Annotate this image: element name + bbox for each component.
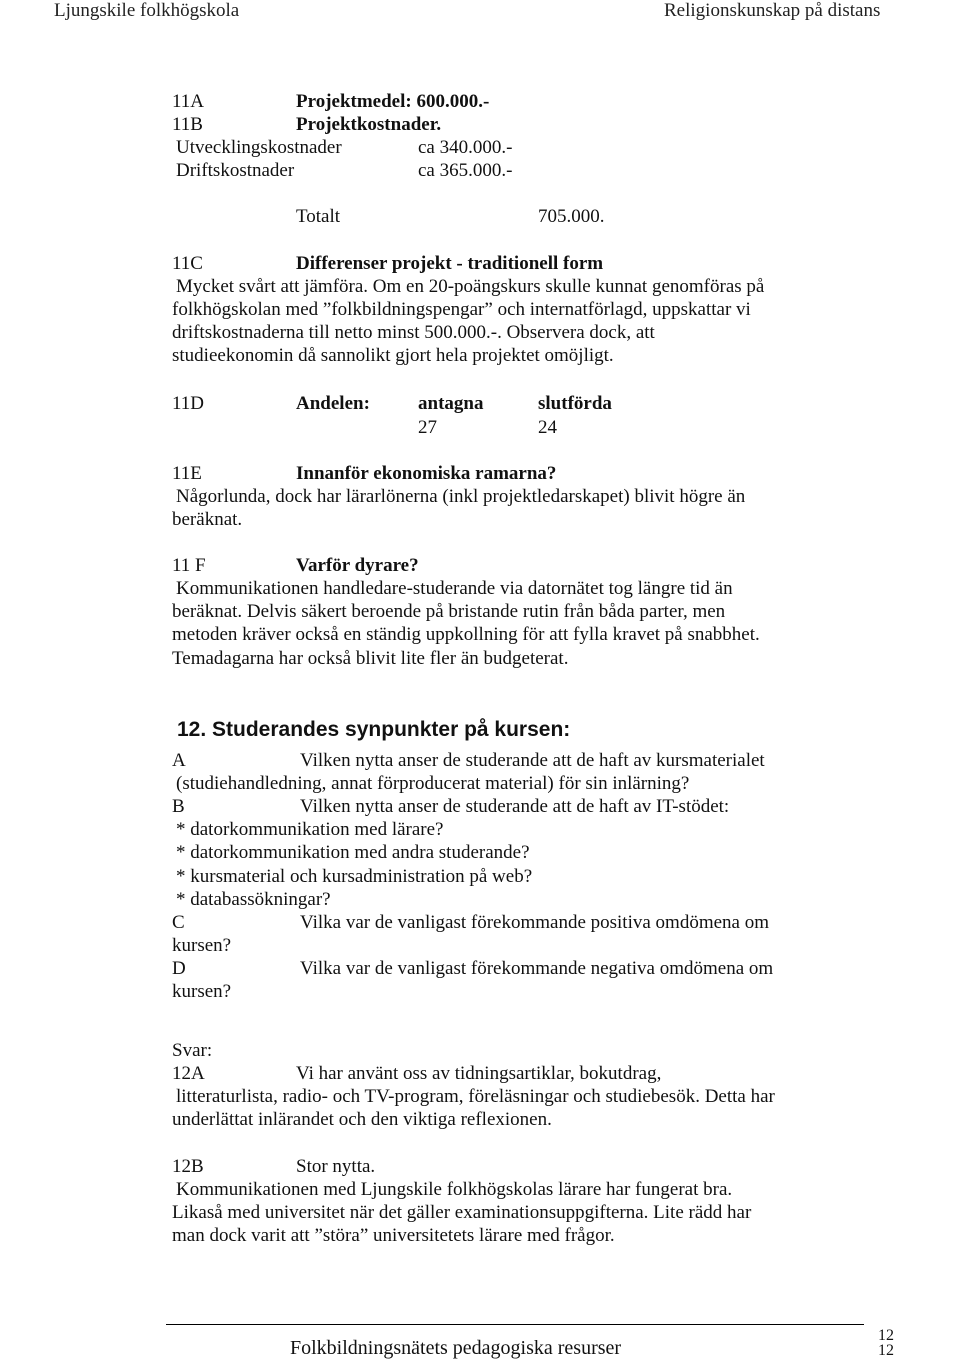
- paragraph-line: Mycket svårt att jämföra. Om en 20-poängskurs skulle kunnat genomföras på: [176, 276, 765, 297]
- header-left: Ljungskile folkhögskola: [54, 0, 240, 21]
- answer-line: Kommunikationen med Ljungskile folkhögskolas lärare har fungerat bra.: [176, 1179, 733, 1200]
- section-code-11a: 11A: [172, 91, 205, 112]
- bullet-item: * kursmaterial och kursadministration på web?: [176, 866, 533, 887]
- footer-rule: [166, 1324, 864, 1325]
- section-title-11f: Varför dyrare?: [296, 555, 419, 576]
- page-number: 12: [878, 1327, 894, 1344]
- footer-text: Folkbildningsnätets pedagogiska resurser: [290, 1337, 622, 1359]
- cost-label: Utvecklingskostnader: [176, 137, 342, 158]
- total-value: 705.000.: [538, 206, 605, 227]
- question-text: Vilka var de vanligast förekommande negativa omdömena om: [300, 958, 774, 979]
- bullet-item: * datorkommunikation med lärare?: [176, 819, 444, 840]
- share-label: Andelen:: [296, 393, 370, 414]
- answer-line: man dock varit att ”störa” universitetets lärare med frågor.: [172, 1225, 615, 1246]
- answer-code-12b: 12B: [172, 1156, 204, 1177]
- section-code-11f: 11 F: [172, 555, 206, 576]
- paragraph-line: metoden kräver också en ständig uppkollning för att fylla kravet på snabbhet.: [172, 624, 760, 645]
- bullet-item: * databassökningar?: [176, 889, 331, 910]
- completed-header: slutförda: [538, 393, 612, 414]
- section-code-11d: 11D: [172, 393, 205, 414]
- section-title-11c: Differenser projekt - traditionell form: [296, 253, 604, 274]
- paragraph-line: studieekonomin då sannolikt gjort hela projektet omöjligt.: [172, 345, 614, 366]
- question-text: Vilken nytta anser de studerande att de haft av kursmaterialet: [300, 750, 765, 771]
- section-code-11b: 11B: [172, 114, 203, 135]
- section-title-11e: Innanför ekonomiska ramarna?: [296, 463, 557, 484]
- bullet-item: * datorkommunikation med andra studerande?: [176, 842, 530, 863]
- paragraph-line: beräknat. Delvis säkert beroende på bristande rutin från båda parter, men: [172, 601, 726, 622]
- question-text: Vilka var de vanligast förekommande positiva omdömena om: [300, 912, 769, 933]
- question-text: kursen?: [172, 981, 232, 1002]
- section-code-11c: 11C: [172, 253, 203, 274]
- cost-value: ca 340.000.-: [418, 137, 513, 158]
- paragraph-line: beräknat.: [172, 509, 243, 530]
- paragraph-line: folkhögskolan med ”folkbildningspengar” och internatförlagd, uppskattar vi: [172, 299, 751, 320]
- paragraph-line: Någorlunda, dock har lärarlönerna (inkl projektledarskapet) blivit högre än: [176, 486, 746, 507]
- question-code-d: D: [172, 958, 186, 979]
- answer-line: Vi har använt oss av tidningsartiklar, bokutdrag,: [296, 1063, 662, 1084]
- question-code-c: C: [172, 912, 185, 933]
- answers-label: Svar:: [172, 1040, 213, 1061]
- admitted-value: 27: [418, 417, 437, 438]
- cost-label: Driftskostnader: [176, 160, 295, 181]
- page-number: 12: [878, 1342, 894, 1359]
- paragraph-line: Temadagarna har också blivit lite fler än budgeterat.: [172, 648, 569, 669]
- answer-code-12a: 12A: [172, 1063, 205, 1084]
- question-text: kursen?: [172, 935, 232, 956]
- section-code-11e: 11E: [172, 463, 202, 484]
- section-title-11a: Projektmedel: 600.000.-: [296, 91, 490, 112]
- cost-value: ca 365.000.-: [418, 160, 513, 181]
- answer-line: underlättat inlärandet och den viktiga reflexionen.: [172, 1109, 552, 1130]
- completed-value: 24: [538, 417, 557, 438]
- answer-line: Likaså med universitet när det gäller examinationsuppgifterna. Lite rädd har: [172, 1202, 752, 1223]
- question-text: Vilken nytta anser de studerande att de haft av IT-stödet:: [300, 796, 730, 817]
- question-code-b: B: [172, 796, 185, 817]
- answer-line: Stor nytta.: [296, 1156, 376, 1177]
- paragraph-line: Kommunikationen handledare-studerande via datornätet tog längre tid än: [176, 578, 733, 599]
- question-code-a: A: [172, 750, 186, 771]
- question-text: (studiehandledning, annat förproducerat material) för sin inlärning?: [176, 773, 690, 794]
- section-heading-12: 12. Studerandes synpunkter på kursen:: [177, 718, 571, 741]
- paragraph-line: driftskostnaderna till netto minst 500.000.-. Observera dock, att: [172, 322, 655, 343]
- section-title-11b: Projektkostnader.: [296, 114, 442, 135]
- total-label: Totalt: [296, 206, 341, 227]
- header-right: Religionskunskap på distans: [664, 0, 881, 21]
- answer-line: litteraturlista, radio- och TV-program, föreläsningar och studiebesök. Detta har: [176, 1086, 775, 1107]
- admitted-header: antagna: [418, 393, 484, 414]
